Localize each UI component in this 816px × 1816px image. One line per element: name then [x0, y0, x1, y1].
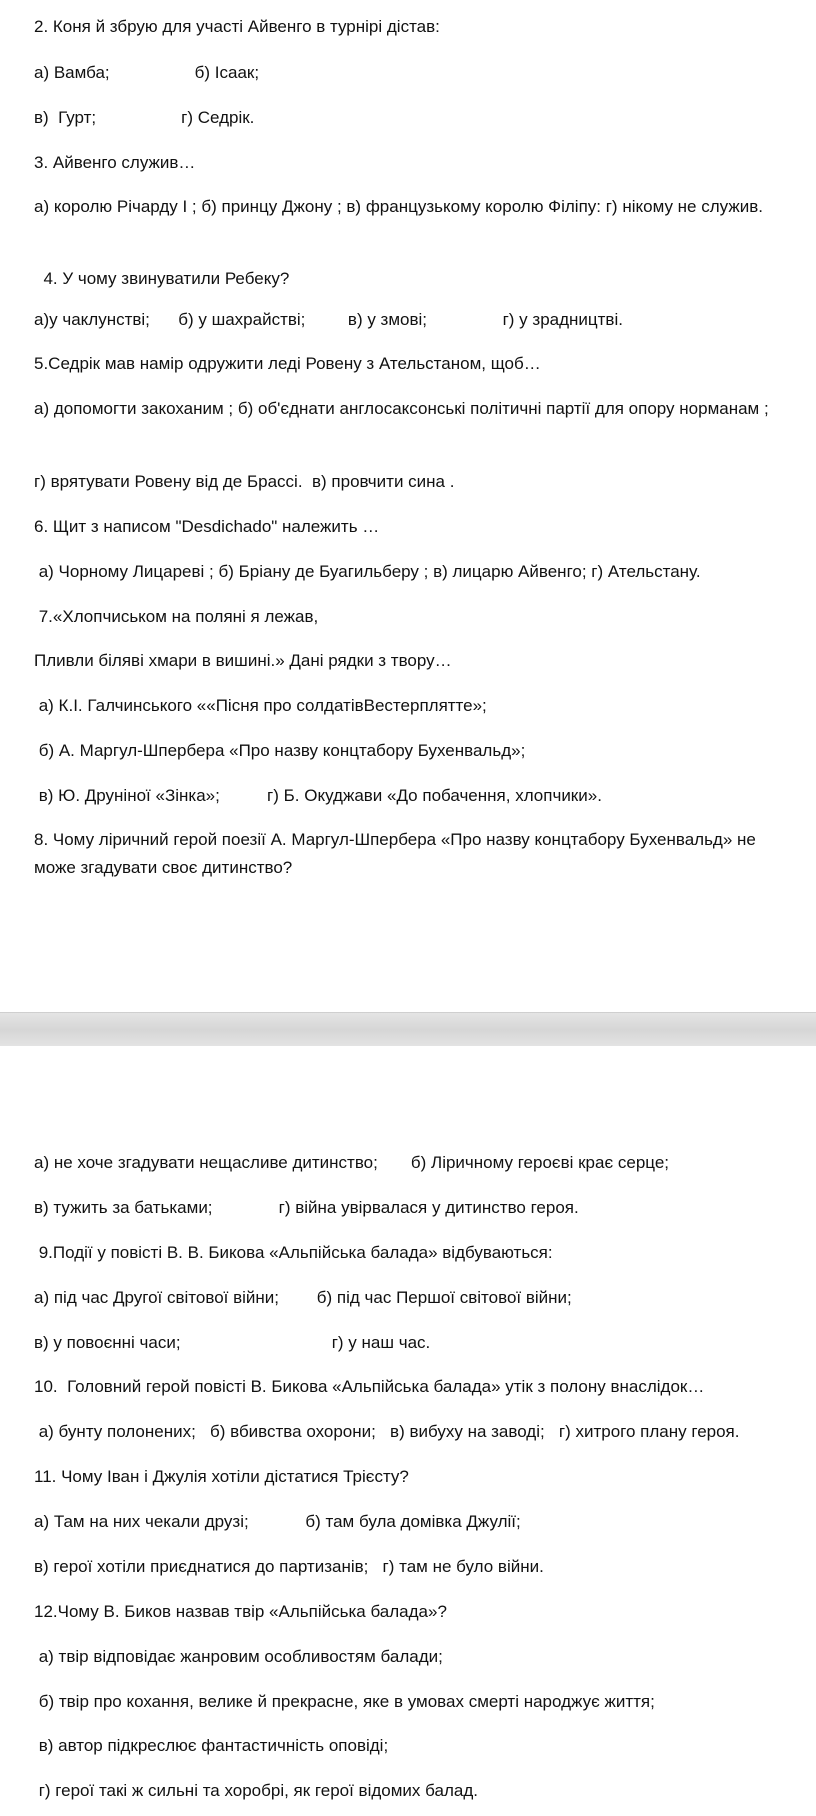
question-7-option-a: а) К.І. Галчинського ««Пісня про солдатівВестерплятте»; — [34, 696, 487, 715]
question-3-options: а) королю Річарду І ; б) принцу Джону ; в) французькому королю Філіпу: г) нікому не служив. — [34, 197, 763, 216]
question-8-options-ab: а) не хоче згадувати нещасливе дитинство; б) Ліричному героєві крає серце; — [34, 1153, 670, 1172]
question-4: 4. У чому звинуватили Ребеку? — [34, 269, 290, 288]
question-11-options-ab: а) Там на них чекали друзі; б) там була домівка Джулії; — [34, 1512, 521, 1531]
question-12-option-d: г) герої такі ж сильні та хоробрі, як герої відомих балад. — [34, 1781, 478, 1800]
question-5-options-ab: а) допомогти закоханим ; б) об'єднати англосаксонські політичні партії для опору норманам ; — [34, 399, 769, 418]
question-12-option-a: а) твір відповідає жанровим особливостям балади; — [34, 1647, 443, 1666]
question-7-option-b: б) А. Маргул-Шпербера «Про назву концтабору Бухенвальд»; — [34, 741, 526, 760]
question-5-options-cd: г) врятувати Ровену від де Брассі. в) провчити сина . — [34, 472, 455, 491]
question-10: 10. Головний герой повісті В. Бикова «Альпійська балада» утік з полону внаслідок… — [34, 1377, 705, 1396]
question-12: 12.Чому В. Биков назвав твір «Альпійська балада»? — [34, 1602, 447, 1621]
document-page-2 — [0, 1046, 816, 1816]
question-3: 3. Айвенго служив… — [34, 153, 196, 172]
question-12-option-b: б) твір про кохання, велике й прекрасне, яке в умовах смерті народжує життя; — [34, 1692, 655, 1711]
question-6-options: а) Чорному Лицареві ; б) Бріану де Буагильберу ; в) лицарю Айвенго; г) Ательстану. — [34, 562, 701, 581]
page-separator — [0, 1012, 816, 1048]
question-2-options-cd: в) Гурт; г) Седрік. — [34, 108, 255, 127]
question-7: 7.«Хлопчиськом на поляні я лежав, — [34, 607, 319, 626]
question-9: 9.Події у повісті В. В. Бикова «Альпійська балада» відбуваються: — [34, 1243, 553, 1262]
question-9-options-cd: в) у повоєнні часи; г) у наш час. — [34, 1333, 431, 1352]
question-7-continuation: Пливли біляві хмари в вишині.» Дані рядки з твору… — [34, 651, 452, 670]
question-7-options-cd: в) Ю. Друнiної «Зінка»; г) Б. Окуджави «До побачення, хлопчики». — [34, 786, 602, 805]
question-11-options-cd: в) герої хотіли приєднатися до партизанів; г) там не було війни. — [34, 1557, 544, 1576]
question-5: 5.Седрік мав намір одружити леді Ровену з Ательстаном, щоб… — [34, 354, 541, 373]
question-4-options: а)у чаклунстві; б) у шахрайстві; в) у змові; г) у зрадництві. — [34, 310, 623, 329]
question-10-options: а) бунту полонених; б) вбивства охорони; в) вибуху на заводі; г) хитрого плану героя. — [34, 1422, 740, 1441]
question-8: 8. Чому ліричний герой поезії А. Маргул-Шпербера «Про назву концтабору Бухенвальд» не може згадувати своє дитинство? — [34, 830, 756, 877]
question-2: 2. Коня й збрую для участі Айвенго в турнірі дістав: — [34, 17, 440, 36]
question-2-options-ab: а) Вамба; б) Ісаак; — [34, 63, 260, 82]
question-9-options-ab: а) під час Другої світової війни; б) під час Першої світової війни; — [34, 1288, 572, 1307]
question-12-option-c: в) автор підкреслює фантастичність оповіді; — [34, 1736, 389, 1755]
question-6: 6. Щит з написом "Desdichado" належить … — [34, 517, 380, 536]
question-8-options-cd: в) тужить за батьками; г) війна увірвалася у дитинство героя. — [34, 1198, 579, 1217]
question-11: 11. Чому Іван і Джулія хотіли дістатися Трієсту? — [34, 1467, 409, 1486]
